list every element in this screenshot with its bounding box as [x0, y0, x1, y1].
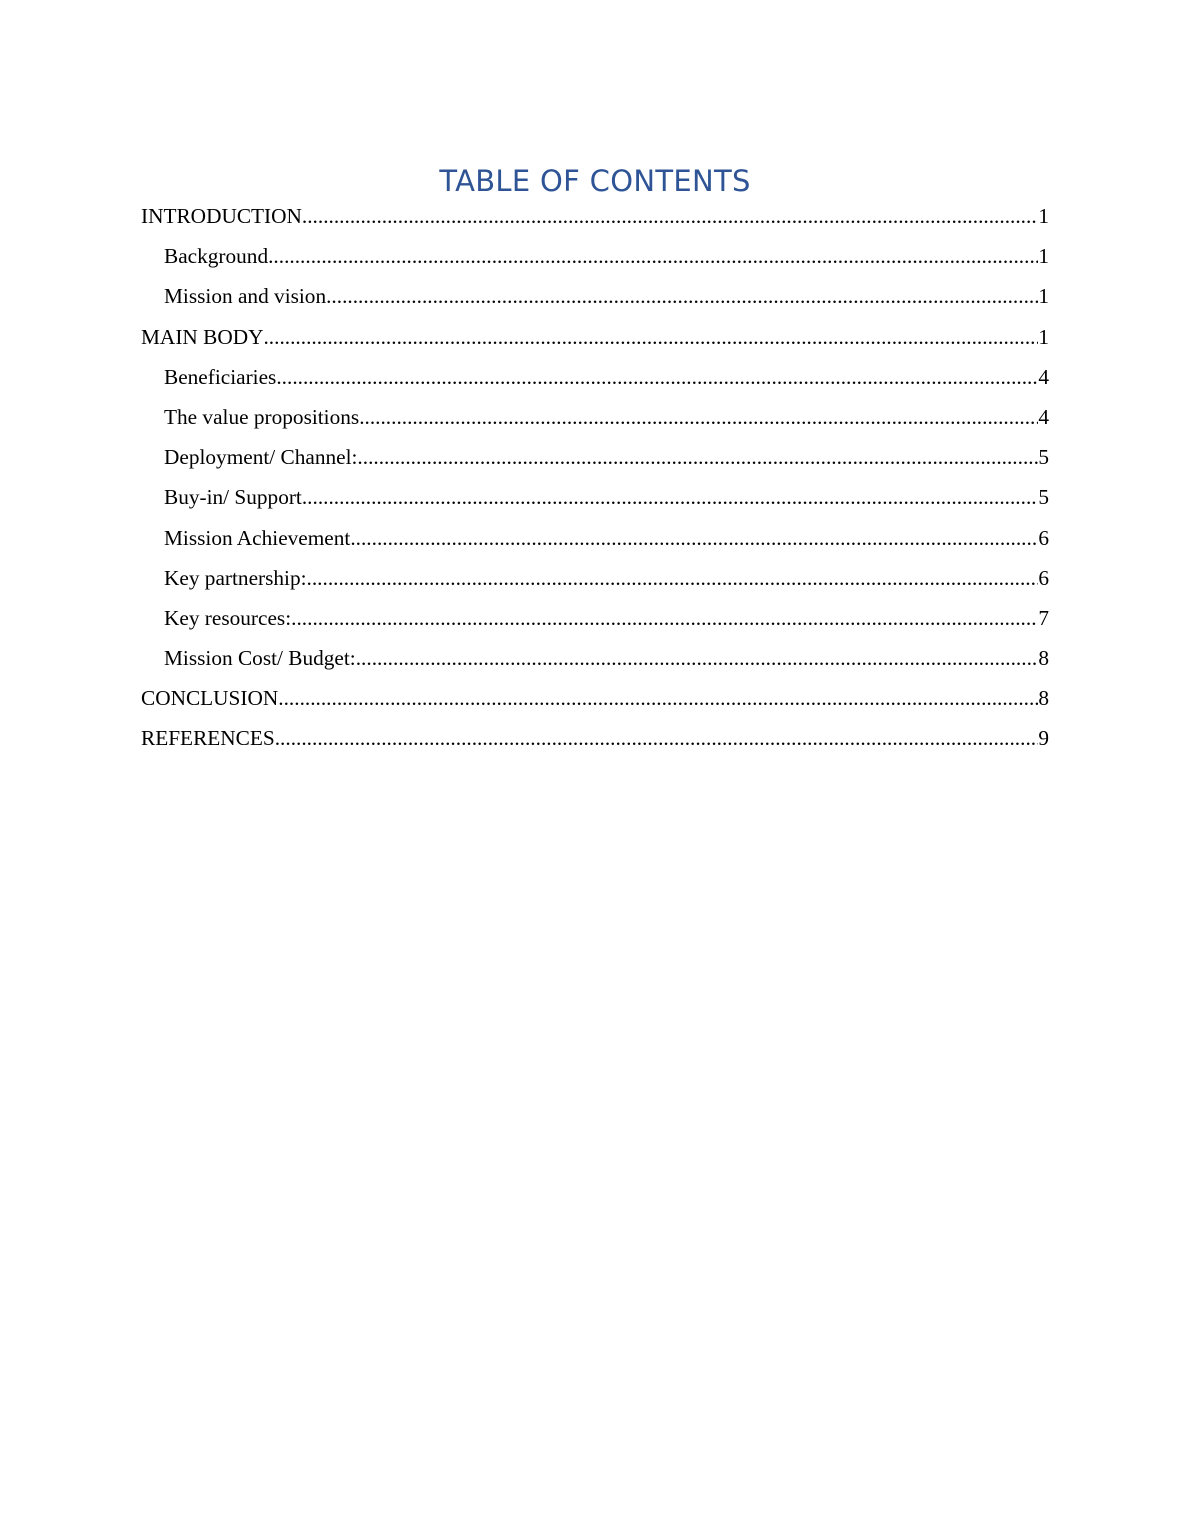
toc-entry-page-number: 1 [1038, 324, 1049, 349]
toc-entry-page-number: 5 [1038, 445, 1049, 470]
toc-entry-label: MAIN BODY [141, 324, 264, 349]
toc-entry-label: Deployment/ Channel: [164, 445, 358, 470]
toc-entry-label: Key partnership: [164, 565, 307, 590]
toc-dot-leader [326, 276, 1038, 316]
toc-entry-page-number: 8 [1038, 646, 1049, 671]
toc-entry[interactable] [141, 276, 1049, 316]
toc-entry-label: INTRODUCTION [141, 204, 302, 228]
toc-dot-leader [276, 357, 1038, 397]
toc-dot-leader [275, 718, 1039, 758]
toc-entry-page-number: 1 [1038, 284, 1049, 309]
toc-entry-page-number: 1 [1038, 244, 1049, 269]
toc-entry-label: Mission and vision [164, 284, 327, 309]
toc-dot-leader [350, 518, 1038, 558]
toc-dot-leader [359, 397, 1038, 437]
toc-list [141, 196, 1049, 759]
toc-entry-page-number: 6 [1038, 525, 1049, 550]
toc-dot-leader [278, 678, 1038, 718]
toc-entry[interactable] [141, 437, 1049, 477]
toc-entry-label: The value propositions [164, 404, 360, 429]
toc-entry-label: CONCLUSION [141, 686, 279, 711]
toc-entry-page-number: 6 [1038, 565, 1049, 590]
toc-dot-leader [307, 558, 1039, 598]
toc-entry[interactable] [141, 678, 1049, 718]
toc-entry-page-number: 7 [1038, 605, 1049, 630]
toc-entry[interactable] [141, 518, 1049, 558]
toc-entry[interactable] [141, 357, 1049, 397]
toc-entry-label: Key resources: [164, 605, 292, 630]
toc-entry[interactable] [141, 397, 1049, 437]
toc-dot-leader [291, 598, 1038, 638]
toc-entry-label: Buy-in/ Support [164, 485, 302, 510]
toc-entry-label: Mission Achievement [164, 525, 351, 550]
toc-entry-page-number: 8 [1038, 686, 1049, 711]
toc-title: TABLE OF CONTENTS [439, 164, 751, 198]
toc-entry[interactable] [141, 718, 1049, 758]
toc-dot-leader [302, 196, 1038, 236]
toc-entry-page-number: 5 [1038, 485, 1049, 510]
toc-dot-leader [357, 437, 1038, 477]
toc-entry[interactable] [141, 638, 1049, 678]
toc-entry-label: Background [164, 244, 269, 269]
toc-entry[interactable] [141, 598, 1049, 638]
toc-entry-page-number: 1 [1038, 204, 1049, 228]
toc-entry-label: Mission Cost/ Budget: [164, 646, 356, 671]
toc-entry[interactable] [141, 236, 1049, 276]
toc-entry-page-number: 4 [1038, 404, 1049, 429]
toc-dot-leader [263, 317, 1038, 357]
toc-entry-label: REFERENCES [141, 726, 275, 751]
toc-entry-label: Beneficiaries [164, 364, 277, 389]
toc-entry-page-number: 4 [1038, 364, 1049, 389]
toc-entry-page-number: 9 [1038, 726, 1049, 751]
toc-dot-leader [268, 236, 1038, 276]
toc-dot-leader [302, 477, 1038, 517]
toc-dot-leader [356, 638, 1039, 678]
toc-entry[interactable] [141, 558, 1049, 598]
toc-entry[interactable] [141, 196, 1049, 236]
toc-entry[interactable] [141, 477, 1049, 517]
toc-entry[interactable] [141, 317, 1049, 357]
